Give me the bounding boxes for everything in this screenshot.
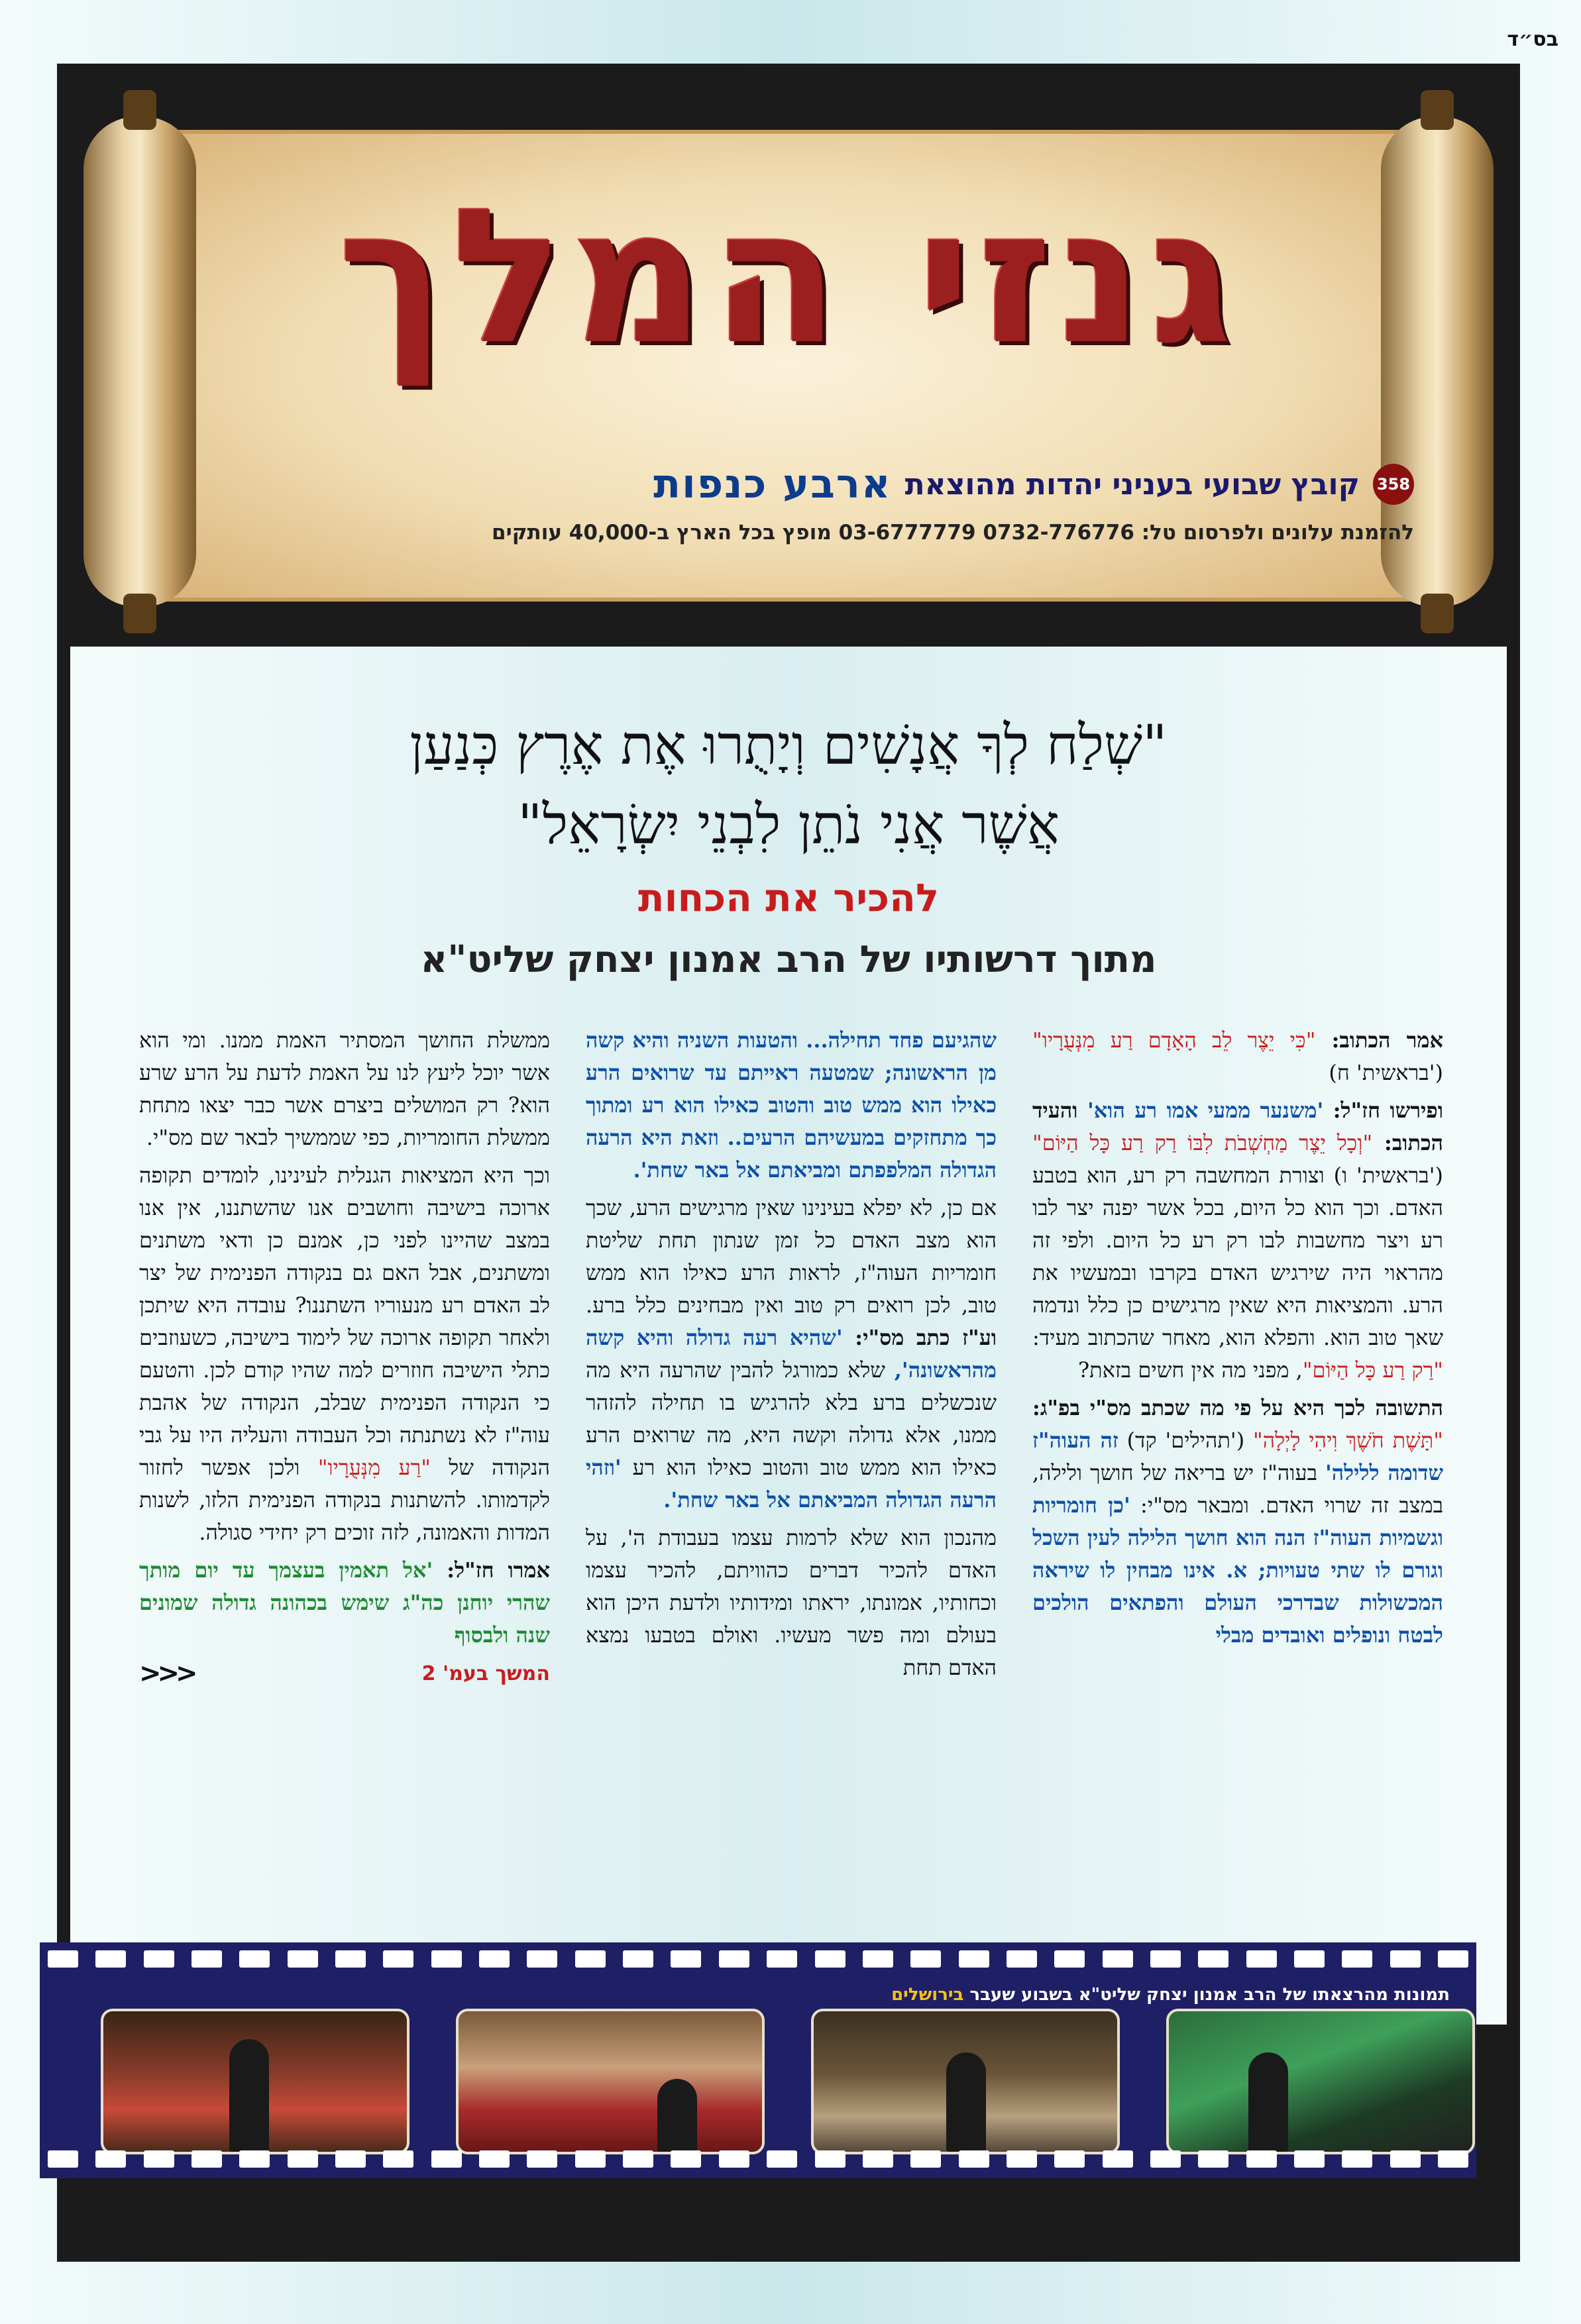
paragraph (139, 1024, 550, 1154)
film-holes-bottom (48, 2150, 1468, 2170)
speaker-figure (946, 2052, 986, 2152)
body-text: ממשלת החושך המסתיר האמת ממנו. ומי הוא אשר יוכל ליעץ לנו על האמת לדעת על הרע שרע הוא? רק המושלים ביצרם אשר כבר יצאו מתחת ממשלת החומריות, כפי שממשיך לבאר שם מס"י. (139, 1028, 550, 1150)
body-text: אם כן, לא יפלא בעינינו שאין מרגישים הרע, שכך הוא מצב האדם כל זמן שנתון תחת שליטת חומריות העוה"ז, לראות הרע כאילו הוא ממש טוב, לכן רואים רק טוב ואין מבחינים כלל ברע. (586, 1195, 997, 1318)
body-text: וכך היא המציאות הגנלית לעינינו, לומדים תקופה ארוכה בישיבה וחושבים אנו שהשתננו, אין אנו במצב שהיינו לפני כן, אמנם כן ודאי משתנים ומשתנים, אבל האם גם בנקודה הפנימית של יצר לב האדם רע מנעוריו השתננו? עובדה היא שיתכן ולאחר תקופה ארוכה של לימוד בישיבה, כשעוזבים כתלי הישיבה חוזרים למה שהיו קודם לכן. והטעם כי הנקודה הפנימית שבלב, הנקודה של אהבת עוה"ז לא נשתנתה וכל העבודה והעליה היו על גבי הנקודה של (139, 1163, 550, 1480)
body-text: ('בראשית' ו) וצורת המחשבה רק רע, הוא בטבע האדם. וכך הוא כל היום, בכל אשר יפנה יצר לבו רע ויצר מחשבות לבו רק רע כל היום. ולפי זה מהראוי היה שירגיש האדם בקרבו ובמעשיו את הרע. והמציאות היא שאין מרגישים כן כלל ונדמה שאך טוב הוא. והפלא הוא, מאחר שהכתוב מעיד: (1032, 1163, 1443, 1350)
body-text: ('בראשית' ח) (1329, 1060, 1443, 1085)
paragraph (1032, 1094, 1443, 1387)
lead-text: והעיד הכתוב: (1032, 1098, 1443, 1155)
body-text: ולכן אפשר לחזור לקדמותו. להשתנות בנקודה הפנימית הלזו, לשנות המדות והאמונה, לזה זוכים רק יחידי סגולה. (139, 1455, 550, 1545)
column-2 (586, 1024, 997, 1991)
bsd-mark: בס״ד (1507, 28, 1558, 51)
quote-text: "תָּשֶׁת חֹשֶׁךְ וִיהִי לָיְלָה" (1253, 1428, 1443, 1453)
lead-text: וע"ז כתב מס"י: (842, 1325, 997, 1350)
emphasis-text: 'אל תאמין בעצמך עד יום מותך שהרי יוחנן כה"ג שימש בכהונה גדולה שמונים שנה ולבסוף (139, 1558, 550, 1648)
lecture-photo-3 (456, 2009, 765, 2154)
article-subtitle: להכיר את הכחות (637, 875, 940, 920)
masthead-title: גנזי המלך (337, 170, 1240, 386)
continued-label: המשך בעמ' 2 (421, 1662, 550, 1685)
body-text: מהנכון הוא שלא לרמות עצמו בעבודת ה', על האדם להכיר דברים כהוויתם, להכיר עצמו וכחותיו, אמונתו, יראתו ומידותיו ולדעת היכן הוא בעולם ומה פשר מעשיו. ואולם בטבעו נמצא האדם תחת (586, 1525, 997, 1680)
verse-heading (70, 706, 1507, 865)
publication-line (653, 461, 1414, 507)
continued-note (139, 1658, 550, 1689)
body-text: , מפני מה אין חשים בזאת? (1077, 1357, 1303, 1383)
verse-line-1: "שְׁלַח לְךָ אֲנָשִׁים וְיָתֻרוּ אֶת אֶרֶץ כְּנַעַן (409, 714, 1168, 777)
article-area (70, 647, 1507, 2025)
body-text: שלא כמורגל להבין שהרעה היא מה שנכשלים ברע בלא להרגיש בו תחילה להזהר ממנו, אלא גדולה וקשה היא, מה שרואים הרע כאילו הוא ממש טוב והטוב כאילו הוא רע (586, 1357, 997, 1480)
contact-line: להזמנת עלונים ולפרסום טל: 0732-776776 03-6777779 מופץ בכל הארץ ב-40,000 עותקים (491, 521, 1414, 545)
paragraph (139, 1159, 550, 1549)
page-frame (57, 64, 1520, 2262)
lead-text: אמר הכתוב: (1315, 1028, 1443, 1053)
paragraph (586, 1522, 997, 1684)
paragraph (139, 1554, 550, 1652)
quote-text: "כִּי יֵצֶר לֵב הָאָדָם רַע מִנְּעֻרָיו" (1032, 1028, 1316, 1053)
emphasis-text: 'כן חומריות וגשמיות העוה"ז הנה הוא חושך הלילה לעין השכל וגורם לו שתי טעויות; א. אינו מבחין לו שיראה המכשולות שבדרכי העולם והפתאים הולכים לבטח ונופלים ואובדים מבלי (1032, 1493, 1443, 1648)
column-1 (1032, 1024, 1443, 1991)
paragraph (586, 1192, 997, 1516)
weekly-description: קובץ שבועי בעניני יהדות מהוצאת (904, 467, 1360, 502)
emphasis-text: 'שהיא רעה גדולה והיא קשה מהראשונה', (586, 1325, 997, 1383)
film-holes-top (48, 1950, 1468, 1970)
lead-text: התשובה לכך היא על פי מה שכתב מס"י בפ"ג: (1032, 1395, 1443, 1420)
masthead-scroll (83, 90, 1494, 647)
article-byline: מתוך דרשותיו של הרב אמנון יצחק שליט"א (420, 938, 1157, 981)
lecture-photo-1 (1166, 2009, 1475, 2154)
publisher-brand: ארבע כנפות (653, 461, 892, 507)
quote-text: "רַע מִנְּעֻרָיו" (317, 1455, 431, 1480)
body-text: ('תהילים' קד) (1118, 1428, 1254, 1453)
paragraph (1032, 1024, 1443, 1089)
continued-arrows-icon: <<< (139, 1658, 194, 1689)
emphasis-text: 'וזהי הרעה הגדולה המביאתם אל באר שחת'. (586, 1455, 997, 1512)
gallery-caption (891, 1985, 1450, 2005)
emphasis-text: זה העוה"ז שדומה ללילה' (1032, 1428, 1443, 1485)
speaker-figure (229, 2039, 269, 2152)
lecture-photo-4 (101, 2009, 409, 2154)
lecture-photo-2 (811, 2009, 1120, 2154)
caption-place: בירושלים (891, 1985, 964, 2005)
paragraph (586, 1024, 997, 1187)
lead-text: ופירשו חז"ל: (1323, 1098, 1443, 1123)
issue-number-badge: 358 (1373, 464, 1414, 505)
column-3 (139, 1024, 550, 1991)
paragraph (1032, 1392, 1443, 1652)
speaker-figure (657, 2079, 697, 2152)
body-text: בעוה"ז יש בריאה של חושך ולילה, במצב זה שרוי האדם. ומבאר מס"י: (1032, 1460, 1443, 1518)
verse-line-2: אֲשֶׁר אֲנִי נֹתֵן לִבְנֵי יִשְׂרָאֵל" (518, 794, 1060, 857)
lead-text: אמרו חז"ל: (433, 1558, 550, 1583)
emphasis-text: שהגיעם פחד תחילה... והטעות השניה והיא קשה מן הראשונה; שמטעה ראייתם עד שרואים הרע כאילו הוא ממש טוב והטוב כאילו הוא רע ומתוך כך מתחזקים במעשיהם הרעים.. וזאת היא הרעה הגדולה המלפפתם ומביאתם אל באר שחת'. (586, 1028, 997, 1183)
photo-film-strip (40, 1942, 1476, 2178)
speaker-figure (1248, 2052, 1288, 2152)
quote-text: 'משנער ממעי אמו רע הוא' (1087, 1098, 1324, 1123)
caption-text: תמונות מהרצאתו של הרב אמנון יצחק שליט"א בשבוע שעבר (963, 1985, 1450, 2005)
quote-text: "רַק רַע כָּל הַיּוֹם" (1302, 1357, 1443, 1383)
quote-text: "וְכָל יֵצֶר מַחְשְׁבֹת לִבּוֹ רַק רַע כָּל הַיּוֹם" (1032, 1130, 1373, 1155)
